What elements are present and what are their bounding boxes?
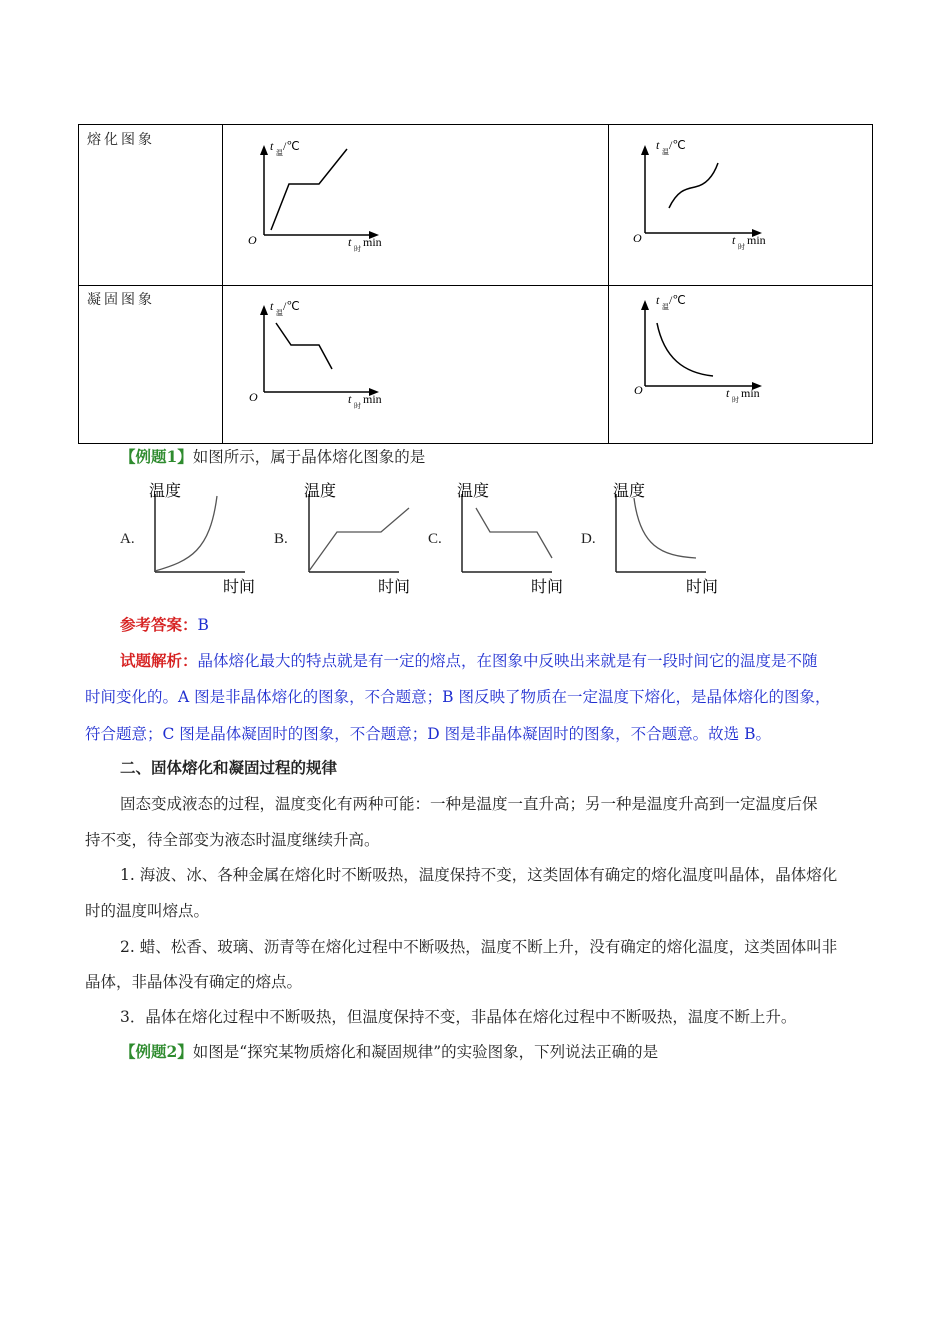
rule-2-line-1: 2. 蜡、松香、玻璃、沥青等在熔化过程中不断吸热，温度不断上升，没有确定的熔化温度，这类固体叫非 [120, 938, 838, 956]
example2-question [120, 1034, 900, 1070]
crystal-melting-graph [239, 133, 419, 257]
rule-3: 3．晶体在熔化过程中不断吸热，但温度保持不变，非晶体在熔化过程中不断吸热，温度不断上升。 [120, 1008, 797, 1026]
option-a-graph [145, 476, 265, 602]
rule-1-line-1: 1. 海波、冰、各种金属在熔化时不断吸热，温度保持不变，这类固体有确定的熔化温度叫晶体，晶体熔化 [120, 866, 838, 884]
table-divider [79, 285, 872, 286]
x-axis-sub: 时 [354, 245, 361, 253]
origin-label: O [634, 383, 643, 397]
y-axis-sub: 温 [276, 309, 283, 317]
table-divider [608, 125, 609, 443]
option-d-letter: D. [581, 531, 596, 547]
y-axis-unit: /℃ [283, 299, 300, 313]
example1-text: 如图所示，属于晶体熔化图象的是 [192, 448, 426, 466]
solidifying-curve [276, 323, 332, 369]
y-axis-label: t [270, 139, 274, 153]
answer-label: 参考答案： [120, 615, 198, 634]
origin-label: O [249, 390, 258, 404]
analysis-line-2: 时间变化的。A 图是非晶体熔化的图象，不合题意；B 图反映了物质在一定温度下熔化，是晶体熔化的图象， [85, 688, 831, 706]
example1-tag: 【例题1】 [120, 447, 193, 466]
section2-heading: 二、固体熔化和凝固过程的规律 [120, 758, 338, 777]
melting-curve [669, 163, 718, 208]
table-divider [222, 125, 223, 443]
y-axis-sub: 温 [276, 149, 283, 157]
x-axis-sub: 时 [354, 402, 361, 410]
y-arrow [260, 145, 268, 155]
crystal-solidifying-graph [239, 293, 419, 417]
analysis-label: 试题解析： [120, 651, 198, 670]
section2-intro-line-2: 持不变，待全部变为液态时温度继续升高。 [85, 831, 380, 849]
option-b-graph [299, 476, 419, 602]
x-axis-unit: min [363, 235, 382, 249]
section2-intro-line-1: 固态变成液态的过程，温度变化有两种可能：一种是温度一直升高；另一种是温度升高到一定温度后保 [120, 795, 818, 813]
y-axis-label: t [656, 293, 660, 307]
example1-question [120, 439, 900, 475]
amorphous-melting-graph [629, 133, 809, 257]
origin-label: O [248, 233, 257, 247]
rule-2-line-2: 晶体，非晶体没有确定的熔点。 [85, 973, 303, 991]
x-axis-unit: min [741, 386, 760, 400]
option-b-xlabel: 时间 [378, 577, 411, 596]
option-a-ylabel: 温度 [149, 481, 182, 500]
option-b-letter: B. [274, 531, 288, 547]
option-d-xlabel: 时间 [686, 577, 719, 596]
x-axis-label: t [726, 386, 730, 400]
y-arrow [260, 305, 268, 315]
y-axis-label: t [270, 299, 274, 313]
option-b-ylabel: 温度 [304, 481, 337, 500]
option-d-ylabel: 温度 [613, 481, 646, 500]
amorphous-solidifying-graph [629, 293, 809, 417]
y-axis-unit: /℃ [669, 138, 686, 152]
option-b-curve [309, 508, 409, 571]
x-axis-label: t [732, 233, 736, 247]
option-c-graph [452, 476, 572, 602]
analysis-line-3: 符合题意；C 图是晶体凝固时的图象，不合题意；D 图是非晶体凝固时的图象，不合题意。故选 B。 [85, 725, 771, 743]
y-axis-sub: 温 [662, 303, 669, 311]
x-axis-label: t [348, 235, 352, 249]
option-c-curve [476, 508, 552, 558]
answer-line [120, 607, 900, 643]
analysis-text-1: 晶体熔化最大的特点就是有一定的熔点，在图象中反映出来就是有一段时间它的温度是不随 [197, 652, 818, 670]
x-axis-sub: 时 [738, 243, 745, 251]
option-a-letter: A. [120, 531, 135, 547]
y-axis-sub: 温 [662, 148, 669, 156]
melting-solidifying-table [78, 124, 873, 444]
option-c-xlabel: 时间 [531, 577, 564, 596]
rule-1-line-2: 时的温度叫熔点。 [85, 902, 210, 920]
x-axis-sub: 时 [732, 396, 739, 404]
x-axis-unit: min [747, 233, 766, 247]
row-label-solidifying: 凝固图象 [87, 292, 155, 308]
option-d-graph [606, 476, 726, 602]
y-axis-label: t [656, 138, 660, 152]
x-axis-unit: min [363, 392, 382, 406]
row-label-melting: 熔化图象 [87, 132, 155, 148]
y-axis-unit: /℃ [669, 293, 686, 307]
origin-label: O [633, 231, 642, 245]
example2-tag: 【例题2】 [120, 1042, 193, 1061]
melting-curve [271, 149, 347, 230]
option-c-ylabel: 温度 [457, 481, 490, 500]
example2-text: 如图是“探究某物质熔化和凝固规律”的实验图象，下列说法正确的是 [192, 1043, 659, 1061]
y-arrow [641, 145, 649, 155]
option-d-curve [634, 498, 696, 558]
answer-value: B [197, 616, 209, 634]
option-a-xlabel: 时间 [223, 577, 256, 596]
x-axis-label: t [348, 392, 352, 406]
analysis-line-1 [120, 643, 880, 679]
y-axis-unit: /℃ [283, 139, 300, 153]
solidifying-curve [657, 323, 713, 376]
y-arrow [641, 300, 649, 310]
option-c-letter: C. [428, 531, 442, 547]
option-a-curve [155, 496, 217, 571]
